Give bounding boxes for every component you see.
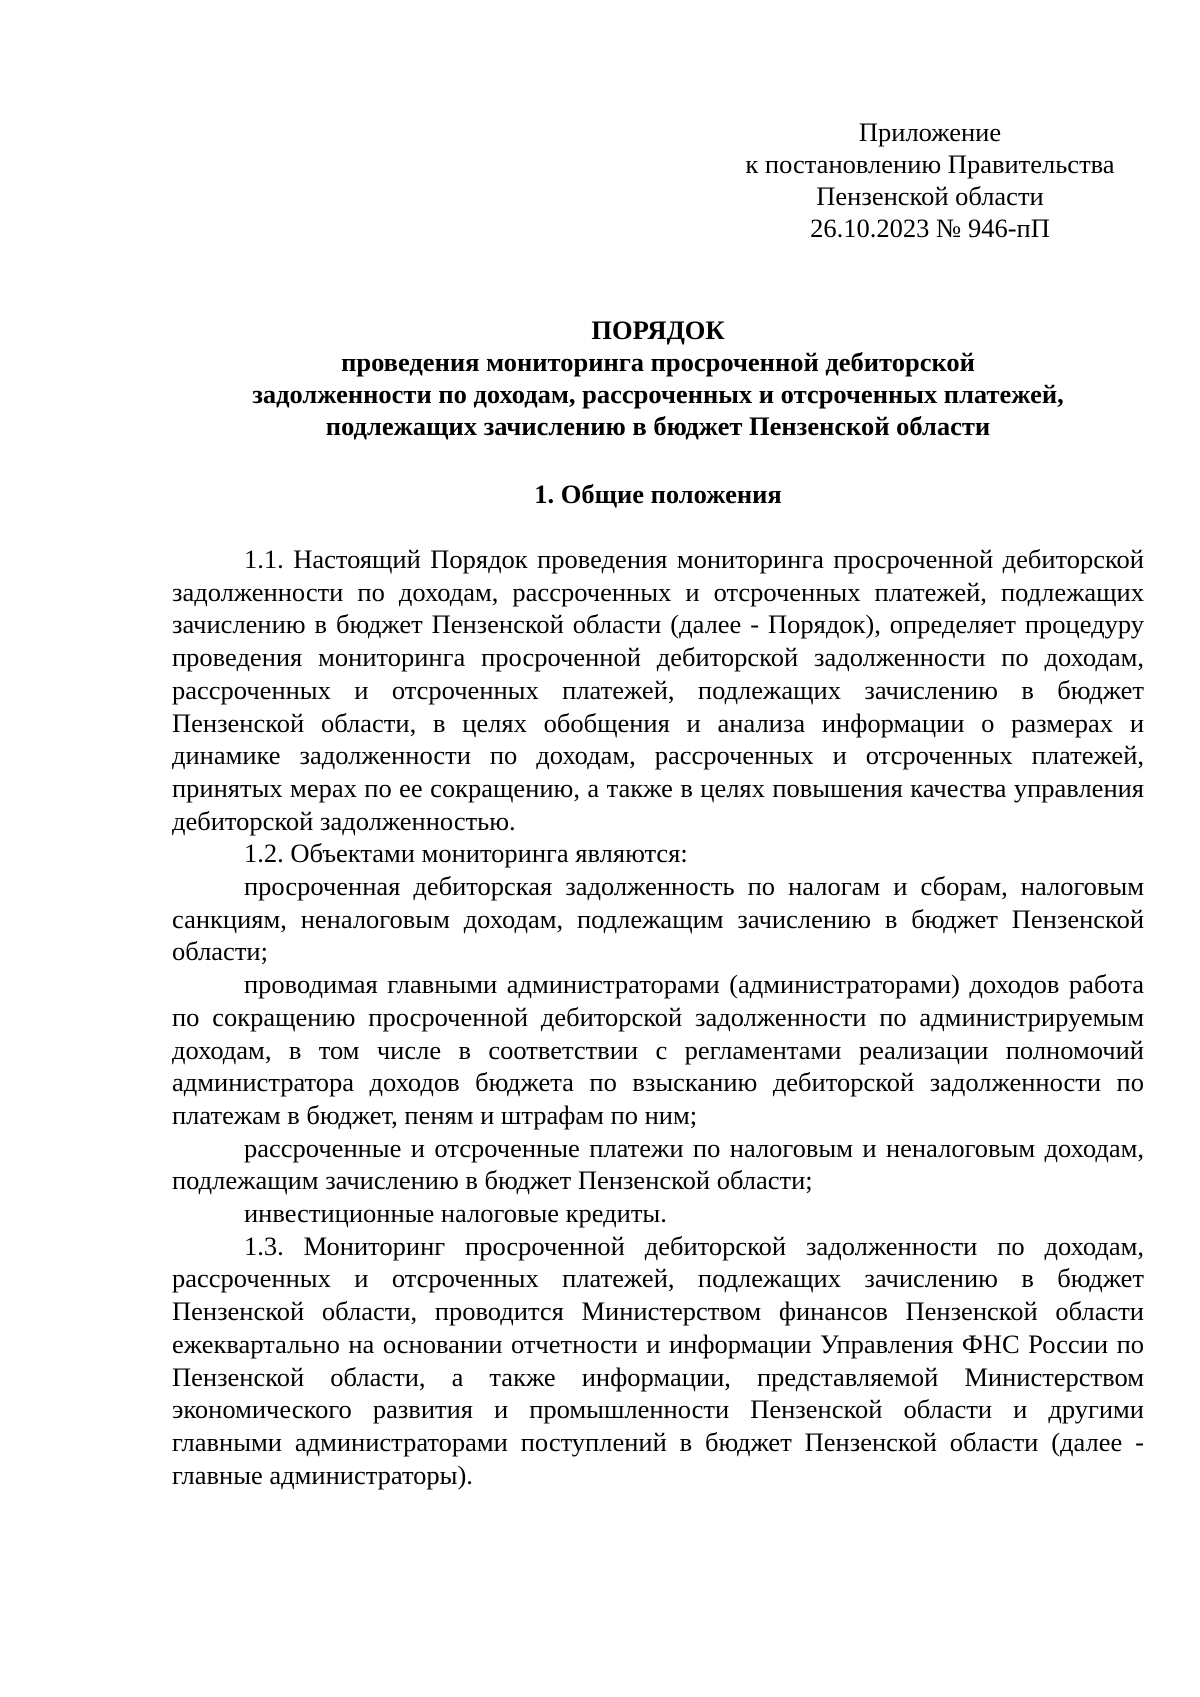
list-item: рассроченные и отсроченные платежи по налоговым и неналоговым доходам, подлежащим зачислению в бюджет Пензенской области; — [172, 1132, 1144, 1196]
appendix-region: Пензенской области — [816, 181, 1044, 211]
document-body — [172, 543, 1144, 1491]
appendix-resolution: к постановлению Правительства — [745, 149, 1115, 179]
appendix-block — [720, 116, 1140, 244]
list-item: инвестиционные налоговые кредиты. — [244, 1198, 667, 1229]
paragraph-1-1: 1.1. Настоящий Порядок проведения мониторинга просроченной дебиторской задолженности по доходам, рассроченных и отсроченных платежей, подлежащих зачислению в бюджет Пензенской области (далее - Порядок), определяет процедуру проведения мониторинга просроченной дебиторской задолженности по доходам, рассроченных и отсроченных платежей, подлежащих зачислению в бюджет Пензенской области, в целях обобщения и анализа информации о размерах и динамике задолженности по доходам, рассроченных и отсроченных платежей, принятых мерах по ее сокращению, а также в целях повышения качества управления дебиторской задолженностью. — [172, 544, 1144, 836]
list-item: проводимая главными администраторами (администраторами) доходов работа по сокращению просроченной дебиторской задолженности по администрируемым доходам, в том числе в соответствии с регламентами реализации полномочий администратора доходов бюджета по взысканию дебиторской задолженности по платежам в бюджет, пеням и штрафам по ним; — [172, 969, 1144, 1130]
title-line-3: подлежащих зачислению в бюджет Пензенской области — [325, 411, 991, 441]
paragraph-1-3: 1.3. Мониторинг просроченной дебиторской задолженности по доходам, рассроченных и отсроченных платежей, подлежащих зачислению в бюджет Пензенской области, проводится Министерством финансов Пензенской области ежеквартально на основании отчетности и информации Управления ФНС России по Пензенской области, а также информации, представляемой Министерством экономического развития и промышленности Пензенской области и другими главными администраторами поступлений в бюджет Пензенской области (далее - главные администраторы). — [172, 1230, 1144, 1490]
list-item: просроченная дебиторская задолженность по налогам и сборам, налоговым санкциям, неналоговым доходам, подлежащим зачислению в бюджет Пензенской области; — [172, 871, 1144, 967]
paragraph-1-2: 1.2. Объектами мониторинга являются: — [244, 838, 688, 869]
section-heading: 1. Общие положения — [534, 479, 782, 509]
title-line-1: проведения мониторинга просроченной дебиторской — [341, 347, 975, 377]
title-heading: ПОРЯДОК — [591, 315, 725, 345]
document-title — [172, 314, 1144, 442]
appendix-label: Приложение — [858, 117, 1002, 147]
title-line-2: задолженности по доходам, рассроченных и отсроченных платежей, — [252, 379, 1064, 409]
appendix-date-number: 26.10.2023 № 946-пП — [810, 213, 1050, 243]
